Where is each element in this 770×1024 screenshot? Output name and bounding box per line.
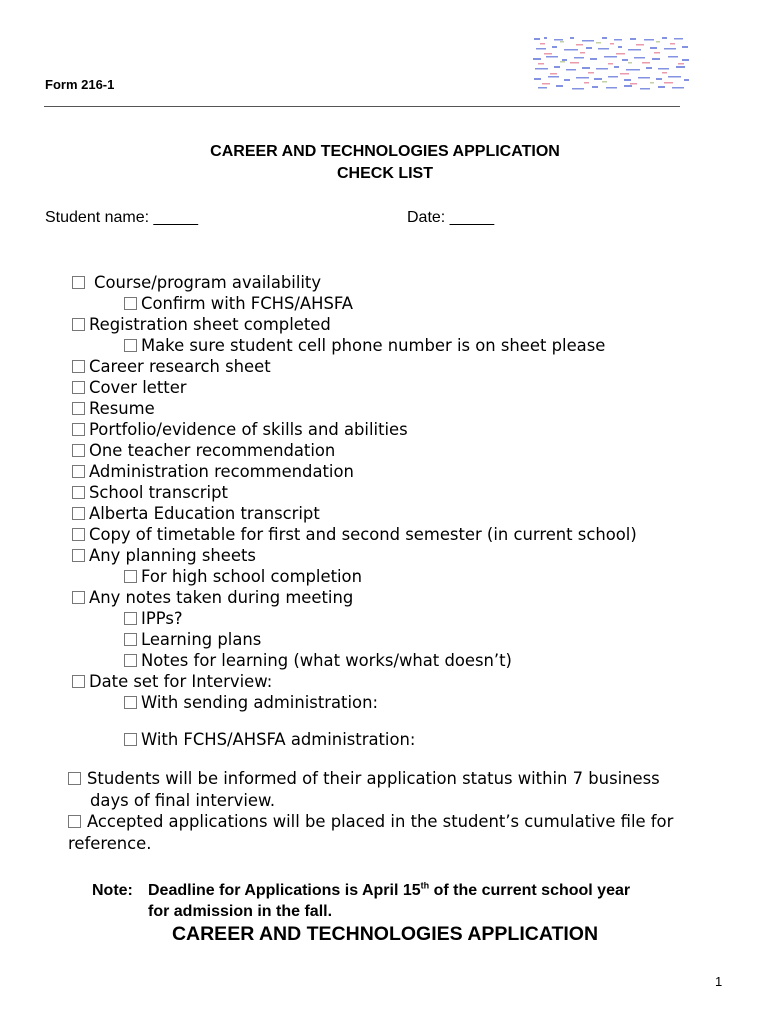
checklist-item-label: Career research sheet <box>89 357 271 376</box>
checklist-item-label: Resume <box>89 399 155 418</box>
checklist-item-timetable[interactable] <box>72 524 637 545</box>
accepted-line-2: reference. <box>68 833 152 853</box>
checklist-item-interview-date[interactable] <box>72 671 637 692</box>
checkbox[interactable] <box>72 465 85 478</box>
checklist-item-label: Copy of timetable for first and second semester (in current school) <box>89 525 637 544</box>
note-line-1 <box>148 880 630 901</box>
checklist-item-school-transcript[interactable] <box>72 482 637 503</box>
status-line-2: days of final interview. <box>90 790 276 810</box>
checklist-item-resume[interactable] <box>72 398 637 419</box>
checklist-item-label: IPPs? <box>141 609 183 628</box>
student-name-field[interactable]: Student name: _____ <box>45 209 199 226</box>
document-subtitle: CHECK LIST <box>337 165 433 182</box>
note-line-2: for admission in the fall. <box>148 903 333 920</box>
checklist-item-label: Date set for Interview: <box>89 672 273 691</box>
checklist-item-label: Notes for learning (what works/what doesn’t) <box>141 651 512 670</box>
checkbox[interactable] <box>72 381 85 394</box>
checklist-item-label: Any planning sheets <box>89 546 256 565</box>
note-superscript: th <box>420 880 430 891</box>
checklist-item-course-availability[interactable] <box>72 272 637 293</box>
checkbox[interactable] <box>68 815 81 828</box>
checkbox[interactable] <box>72 675 85 688</box>
checkbox[interactable] <box>124 339 137 352</box>
checkbox[interactable] <box>124 297 137 310</box>
checkbox[interactable] <box>124 570 137 583</box>
checklist-item-label: Make sure student cell phone number is on sheet please <box>141 336 606 355</box>
checkbox[interactable] <box>124 612 137 625</box>
checklist-item-registration-sheet[interactable] <box>72 314 637 335</box>
checkbox[interactable] <box>72 402 85 415</box>
checklist-item-label: Administration recommendation <box>89 462 354 481</box>
checklist <box>72 272 637 750</box>
date-field[interactable]: Date: _____ <box>407 209 495 226</box>
checklist-item-label: With FCHS/AHSFA administration: <box>141 730 416 749</box>
checklist-item-high-school-completion[interactable] <box>72 566 637 587</box>
checkbox[interactable] <box>72 486 85 499</box>
checklist-item-label: Confirm with FCHS/AHSFA <box>141 294 353 313</box>
checkbox[interactable] <box>124 633 137 646</box>
checklist-item-label: Course/program availability <box>94 273 322 292</box>
checklist-item-label: Portfolio/evidence of skills and abilities <box>89 420 408 439</box>
checklist-item-fchs-administration[interactable] <box>72 729 637 750</box>
statement-text: Students will be informed of their application status within 7 business <box>87 769 660 788</box>
checkbox[interactable] <box>72 507 85 520</box>
checklist-item-ipps[interactable] <box>72 608 637 629</box>
status-line-1 <box>68 768 738 790</box>
checklist-item-label: Learning plans <box>141 630 262 649</box>
checklist-item-cover-letter[interactable] <box>72 377 637 398</box>
page-number: 1 <box>715 974 723 989</box>
checklist-item-label: With sending administration: <box>141 693 378 712</box>
statement-text: Accepted applications will be placed in the student’s cumulative file for <box>87 812 674 831</box>
header-divider <box>44 106 680 107</box>
checkbox[interactable] <box>72 423 85 436</box>
checkbox[interactable] <box>72 591 85 604</box>
checkbox[interactable] <box>124 654 137 667</box>
note-text: Deadline for Applications is April 15 <box>148 882 421 899</box>
note-label: Note: <box>92 882 133 899</box>
checkbox[interactable] <box>124 733 137 746</box>
checklist-item-sending-administration[interactable] <box>72 692 637 713</box>
checklist-item-notes-for-learning[interactable] <box>72 650 637 671</box>
checkbox[interactable] <box>68 772 81 785</box>
checklist-item-cell-phone[interactable] <box>72 335 637 356</box>
document-title: CAREER AND TECHNOLOGIES APPLICATION <box>210 143 560 160</box>
checkbox[interactable] <box>72 528 85 541</box>
checklist-item-label: Alberta Education transcript <box>89 504 320 523</box>
checklist-item-admin-recommendation[interactable] <box>72 461 637 482</box>
footer-title: CAREER AND TECHNOLOGIES APPLICATION <box>171 923 599 945</box>
checkbox[interactable] <box>72 318 85 331</box>
checklist-item-teacher-recommendation[interactable] <box>72 440 637 461</box>
checklist-item-learning-plans[interactable] <box>72 629 637 650</box>
accepted-line-1 <box>68 811 738 833</box>
checkbox[interactable] <box>72 549 85 562</box>
note-text: of the current school year <box>429 882 631 899</box>
checklist-item-meeting-notes[interactable] <box>72 587 637 608</box>
checkbox[interactable] <box>72 360 85 373</box>
accepted-statement <box>68 811 738 854</box>
checklist-item-planning-sheets[interactable] <box>72 545 637 566</box>
deadline-note <box>92 880 630 922</box>
checkbox[interactable] <box>124 696 137 709</box>
checklist-item-alberta-transcript[interactable] <box>72 503 637 524</box>
checkbox[interactable] <box>72 276 85 289</box>
checklist-item-label: School transcript <box>89 483 228 502</box>
checkbox[interactable] <box>72 444 85 457</box>
checklist-item-label: One teacher recommendation <box>89 441 336 460</box>
checklist-item-label: For high school completion <box>141 567 362 586</box>
checklist-item-portfolio[interactable] <box>72 419 637 440</box>
checklist-item-label: Registration sheet completed <box>89 315 331 334</box>
form-number: Form 216-1 <box>45 77 115 92</box>
checklist-item-label: Any notes taken during meeting <box>89 588 354 607</box>
checklist-item-label: Cover letter <box>89 378 187 397</box>
checklist-item-career-research[interactable] <box>72 356 637 377</box>
checklist-item-confirm-fchs[interactable] <box>72 293 637 314</box>
stamp-image <box>532 34 692 92</box>
status-statement <box>68 768 738 811</box>
